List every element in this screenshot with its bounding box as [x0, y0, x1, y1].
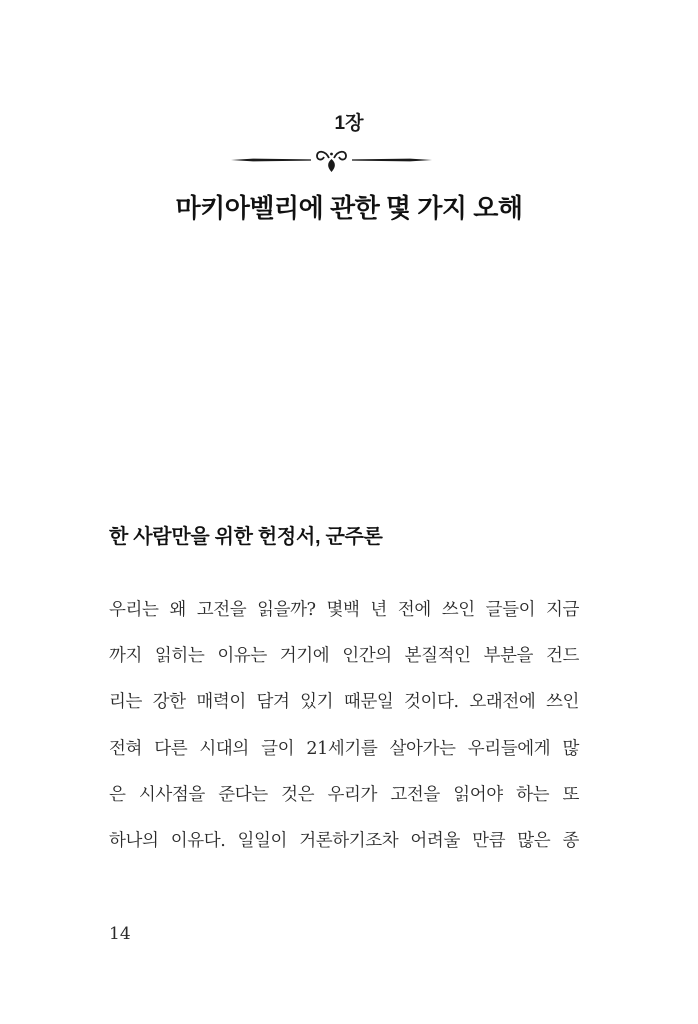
body-line: 리는 강한 매력이 담겨 있기 때문일 것이다. 오래전에 쓰인	[109, 692, 579, 713]
flourish-divider-icon	[229, 146, 434, 176]
section-heading: 한 사람만을 위한 헌정서, 군주론	[109, 526, 383, 548]
body-line: 우리는 왜 고전을 읽을까? 몇백 년 전에 쓰인 글들이 지금	[109, 600, 579, 620]
body-line: 까지 읽히는 이유는 거기에 인간의 본질적인 부분을 건드	[109, 646, 579, 667]
body-line: 전혀 다른 시대의 글이 21세기를 살아가는 우리들에게 많	[109, 738, 579, 759]
body-paragraph	[109, 596, 579, 873]
page-number: 14	[109, 924, 131, 944]
chapter-label: 1장	[334, 113, 364, 134]
chapter-title: 마키아벨리에 관한 몇 가지 오해	[175, 193, 523, 223]
body-line: 하나의 이유다. 일일이 거론하기조차 어려울 만큼 많은 종	[109, 830, 579, 851]
body-line: 은 시사점을 준다는 것은 우리가 고전을 읽어야 하는 또	[109, 784, 579, 805]
